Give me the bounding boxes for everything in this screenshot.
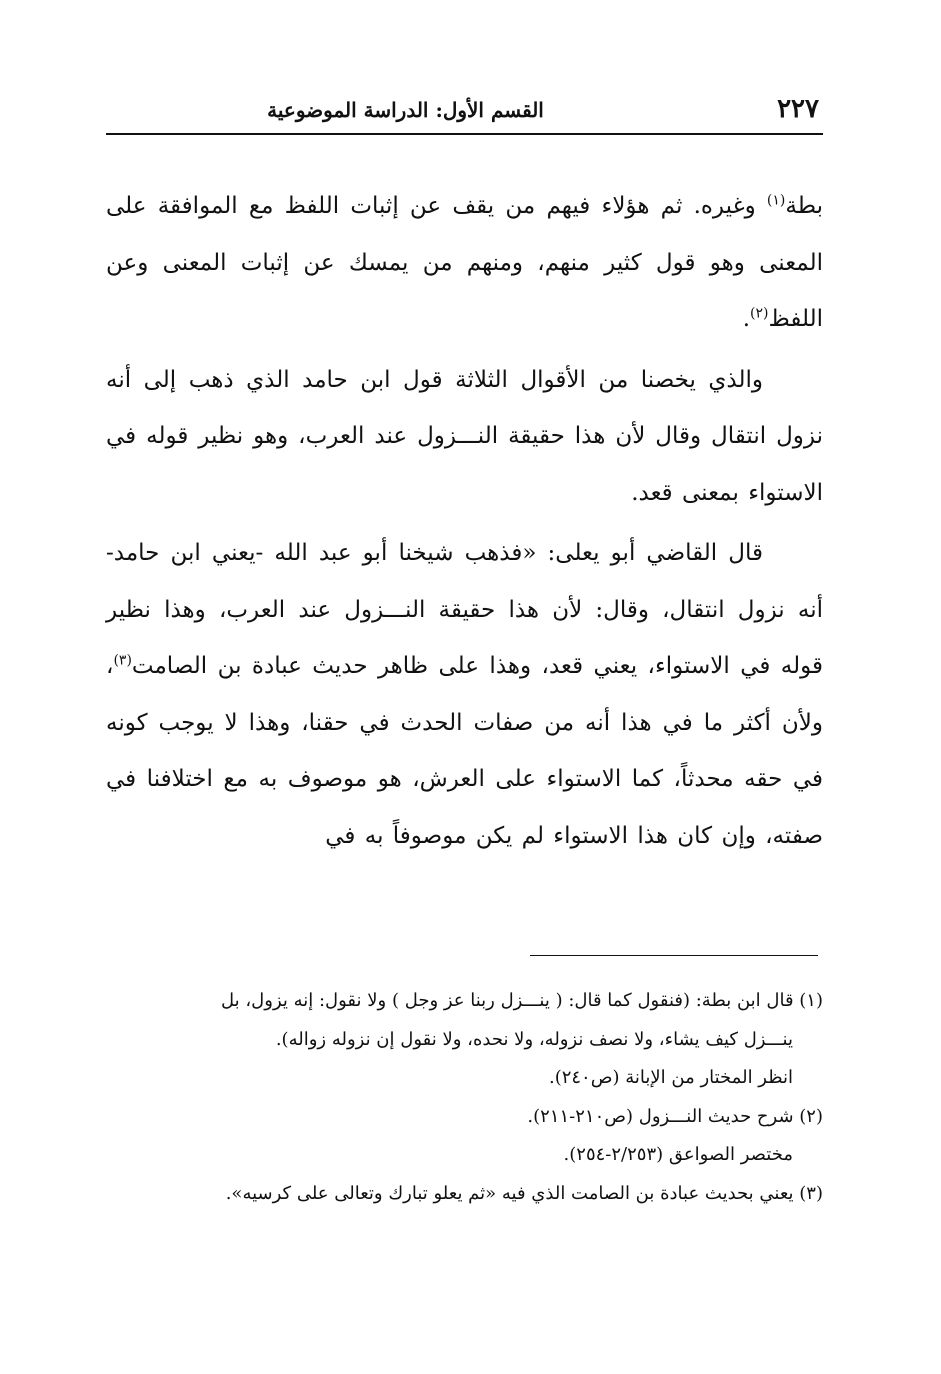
footnote-ref-2: (٢) xyxy=(750,305,769,322)
paragraph-1 xyxy=(106,178,823,348)
header-rule xyxy=(106,133,823,135)
paragraph-1-text-a: بطة xyxy=(785,193,823,219)
paragraph-3-text-b: ، ولأن أكثر ما في هذا أنه من صفات الحدث في حقنا، وهذا لا يوجب كونه في حقه محدثاً، كما الاستواء على العرش، هو موصوف به مع اختلافنا في صفته، وإن كان هذا الاستواء لم يكن موصوفاً به في xyxy=(106,653,823,849)
footnote-separator xyxy=(530,955,818,956)
page-number: ٢٢٧ xyxy=(777,94,819,124)
footnote-2-line-1: (٢) شرح حديث النـــزول (ص٢١٠-٢١١). xyxy=(527,1105,823,1127)
footnote-1-line-2: ينـــزل كيف يشاء، ولا نصف نزوله، ولا نحده، ولا نقول إن نزوله زواله). xyxy=(275,1028,793,1050)
paragraph-3 xyxy=(106,525,823,864)
footnote-ref-3: (٣) xyxy=(113,652,132,669)
paragraph-1-text-b: وغيره. ثم هؤلاء فيهم من يقف عن إثبات اللفظ مع الموافقة على المعنى وهو قول كثير منهم، ومنهم من يمسك عن إثبات المعنى وعن اللفظ xyxy=(106,193,823,332)
footnote-ref-1: (١) xyxy=(766,192,786,209)
running-title: القسم الأول: الدراسة الموضوعية xyxy=(267,98,544,122)
footnote-3-line-1: (٣) يعني بحديث عبادة بن الصامت الذي فيه «ثم يعلو تبارك وتعالى على كرسيه». xyxy=(225,1182,823,1204)
footnotes xyxy=(106,982,823,1213)
footnote-1-line-1: (١) قال ابن بطة: (فنقول كما قال: ( ينـــزل ربنا عز وجل ) ولا نقول: إنه يزول، بل xyxy=(221,990,823,1011)
page-header xyxy=(106,92,823,132)
footnote-2-line-2: مختصر الصواعق (٢/٢٥٣-٢٥٤). xyxy=(563,1144,793,1165)
main-text xyxy=(106,178,823,864)
paragraph-3-text-a: قال القاضي أبو يعلى: «فذهب شيخنا أبو عبد الله -يعني ابن حامد- أنه نزول انتقال، وقال: لأن هذا حقيقة النـــزول عند العرب، وهذا نظير قوله في الاستواء، يعني قعد، وهذا على ظاهر حديث عبادة بن الصامت xyxy=(106,540,823,679)
paragraph-1-text-c: . xyxy=(742,306,751,332)
paragraph-2: والذي يخصنا من الأقوال الثلاثة قول ابن حامد الذي ذهب إلى أنه نزول انتقال وقال لأن هذا حقيقة النـــزول عند العرب، وهو نظير قوله في الاستواء بمعنى قعد. xyxy=(106,366,823,506)
footnote-1-line-3: انظر المختار من الإبانة (ص٢٤٠). xyxy=(548,1067,793,1088)
